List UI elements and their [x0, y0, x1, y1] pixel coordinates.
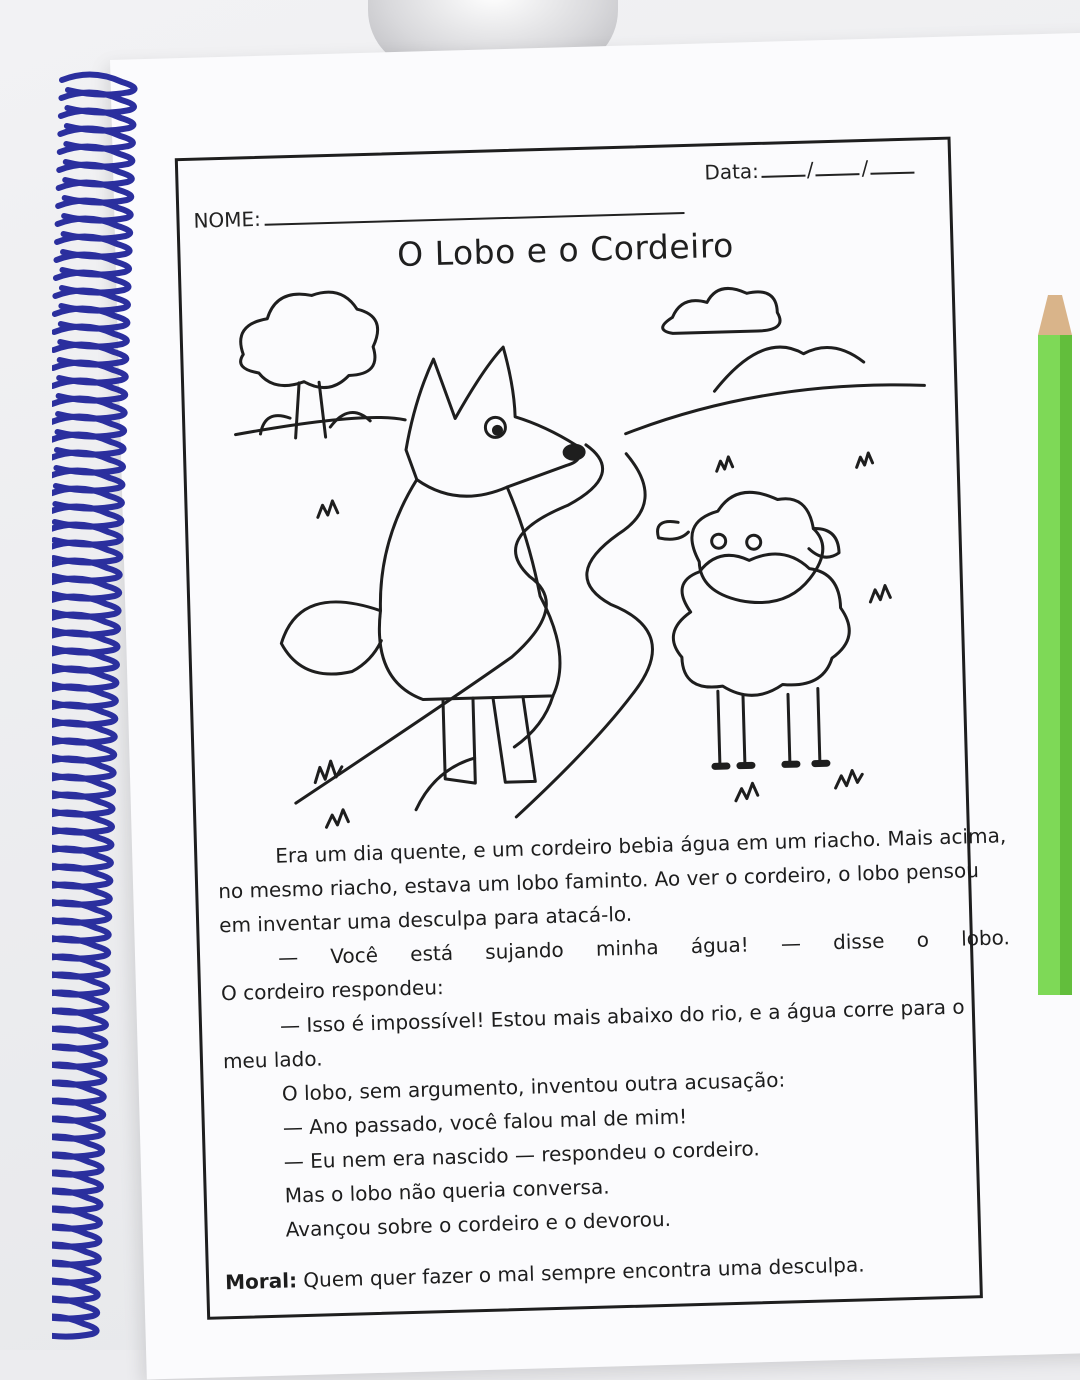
story-paragraph: Mas o lobo não queria conversa. [284, 1174, 610, 1208]
date-month-blank[interactable] [816, 173, 860, 176]
story-paragraph: Avançou sobre o cordeiro e o devorou. [285, 1206, 672, 1242]
story-text [217, 818, 1018, 1248]
story-paragraph: — Ano passado, você falou mal de mim! [282, 1104, 688, 1140]
green-pencil [1020, 295, 1080, 995]
tree-trunk [294, 382, 326, 438]
grass-tuft [326, 810, 348, 828]
grass-tuft [735, 783, 757, 801]
wolf-body [375, 476, 561, 701]
mountain [713, 345, 864, 392]
grass-tuft [317, 501, 337, 518]
moral-text: Quem quer fazer o mal sempre encontra uma desculpa. [303, 1252, 865, 1293]
story-paragraph: O cordeiro respondeu: [220, 975, 445, 1006]
name-label: NOME: [193, 206, 262, 233]
story-paragraph: — Eu nem era nascido — respondeu o cordeiro. [283, 1136, 760, 1174]
story-paragraph: Era um dia quente, e um cordeiro bebia água em um riacho. Mais acima, no mesmo riacho, estava um lobo faminto. Ao ver o cordeiro, o lobo pensou em inventar uma desculpa para atacá-lo. [217, 823, 1007, 938]
date-separator: / [861, 155, 869, 181]
lamb-hooves [715, 763, 827, 766]
spiral-binding [52, 70, 142, 1350]
story-paragraph: — Isso é impossível! Estou mais abaixo do rio, e a água corre para o meu lado. [222, 994, 965, 1074]
lamb-eye [711, 534, 725, 548]
moral-line [225, 1252, 865, 1294]
worksheet-page [110, 32, 1080, 1379]
grass-tuft [835, 770, 862, 788]
lamb-eye [747, 535, 761, 549]
grass-tuft [315, 761, 343, 783]
wolf-nose [564, 445, 584, 460]
cloud [662, 287, 781, 334]
date-field[interactable] [704, 155, 917, 185]
story-paragraph: — Você está sujando minha água! — disse o lobo. [277, 925, 1011, 970]
worksheet-title: O Lobo e o Cordeiro [396, 225, 735, 275]
tree-crown [239, 291, 379, 390]
wolf-head [403, 345, 580, 498]
river-bank-left [286, 444, 612, 803]
worksheet-frame [175, 137, 1011, 1320]
wolf-and-lamb-illustration [201, 265, 946, 845]
grass-tuft [716, 453, 872, 471]
story-paragraph: O lobo, sem argumento, inventou outra acusação: [281, 1067, 786, 1106]
name-blank[interactable] [265, 212, 685, 226]
date-year-blank[interactable] [870, 172, 914, 175]
moral-label: Moral: [224, 1268, 298, 1295]
hill-right [624, 384, 925, 434]
lamb-legs [718, 688, 820, 766]
date-day-blank[interactable] [761, 175, 805, 178]
grass-tuft [870, 585, 890, 602]
date-separator: / [806, 157, 814, 182]
name-field[interactable] [193, 195, 685, 233]
date-label: Data: [704, 158, 760, 185]
river-bank-right [506, 453, 657, 817]
lamb-body [671, 552, 851, 697]
wolf-tail [280, 601, 382, 676]
river-ripple [413, 696, 556, 810]
